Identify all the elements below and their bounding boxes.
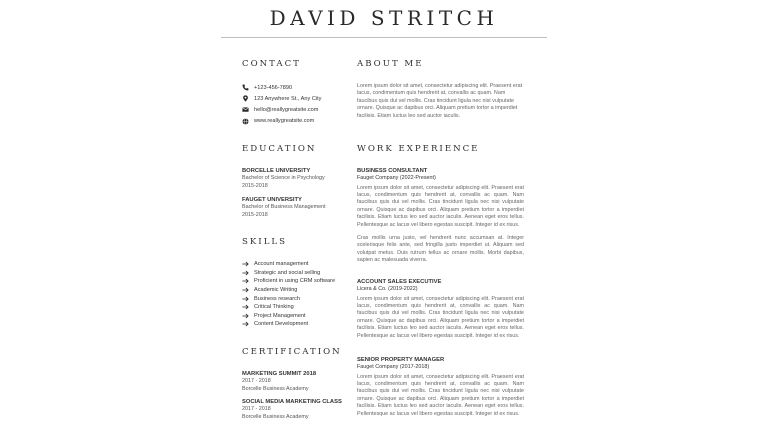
location-icon	[242, 94, 254, 103]
about-heading: ABOUT ME	[357, 59, 424, 69]
job-company: Fauget Company (2017-2018)	[357, 364, 430, 370]
email-icon	[242, 105, 254, 114]
skill-label: Business research	[254, 295, 301, 302]
certification-org: Borcelle Business Academy	[242, 413, 309, 420]
education-entry	[242, 167, 342, 190]
education-degree: Bachelor of Business Management	[242, 204, 326, 210]
contact-text: +123-456-7890	[254, 84, 293, 91]
contact-heading: CONTACT	[242, 59, 301, 69]
certification-entry	[242, 398, 352, 421]
skills-list	[242, 260, 352, 329]
certification-org: Borcelle Business Academy	[242, 385, 309, 392]
job-entry	[357, 356, 524, 418]
education-years: 2015-2018	[242, 182, 268, 189]
certification-years: 2017 - 2018	[242, 378, 271, 384]
about-section	[357, 83, 524, 120]
header-divider	[221, 37, 547, 38]
education-school: FAUGET UNIVERSITY	[242, 197, 302, 203]
job-entry	[357, 167, 524, 265]
resume-name: DAVID STRITCH	[269, 6, 499, 30]
job-description: Lorem ipsum dolor sit amet, consectetur adipiscing elit. Praesent erat lacus, condimentum quis hendrerit at, convallis ac quam. Nam faucibus quis dui vel mollis. Cras tincidunt ligula nec nisi vulputate ornare. Quisque ac dapibus orci. Aliquam pretium tortor a imperdiet facilisis. Etiam luctus leo sed auctor iaculis. Aenean eget eros tellus. Pellentesque ac lacus vel libero egestas suscipit. Integer id ex risus.	[357, 184, 524, 228]
job-description: Lorem ipsum dolor sit amet, consectetur adipiscing elit. Praesent erat lacus, condimentum quis hendrerit at, convallis ac quam. Nam faucibus quis dui vel mollis. Cras tincidunt ligula nec nisi vulputate ornare. Quisque ac dapibus orci. Aliquam pretium tortor a imperdiet facilisis. Etiam luctus leo sed auctor iaculis. Aenean eget eros tellus. Pellentesque ac lacus vel libero egestas suscipit. Integer id ex risus.	[357, 373, 524, 417]
job-title: BUSINESS CONSULTANT	[357, 168, 428, 174]
certification-years: 2017 - 2018	[242, 406, 271, 412]
about-text: Lorem ipsum dolor sit amet, consectetur adipiscing elit. Praesent erat lacus, condimentum quis hendrerit at, convallis ac quam. Nam faucibus quis dui vel mollis. Cras tincidunt ligula nec nisi vulputate ornare. Quisque ac dapibus orci. Aliquam pretium tortor a imperdiet facilisis. Etiam luctus leo sed auctor iaculis.	[357, 83, 523, 119]
phone-icon	[242, 83, 254, 92]
job-company: Fauget Company (2022-Present)	[357, 175, 436, 181]
contact-text[interactable]: hello@reallygreatsite.com	[254, 106, 319, 113]
skill-item	[242, 260, 352, 269]
education-degree: Bachelor of Science in Psychology	[242, 175, 325, 181]
job-title: SENIOR PROPERTY MANAGER	[357, 357, 445, 363]
skill-label: Account management	[254, 261, 309, 268]
work-heading: WORK EXPERIENCE	[357, 144, 480, 154]
skill-item	[242, 277, 352, 286]
globe-icon	[242, 117, 254, 126]
contact-text: 123 Anywhere St., Any City	[254, 95, 322, 102]
certification-heading: CERTIFICATION	[242, 347, 342, 357]
job-description: Cras mollis urna justo, vel hendrerit nunc accumsan at. Integer scelerisque felis ante, sed fringilla justo imperdiet ut. Aliquam sed volutpat metus. Duis rutrum tellus ac ornare mollis. Morbi dapibus, sapien ac malesuada viverra.	[357, 234, 524, 264]
contact-text[interactable]: www.reallygreatsite.com	[254, 118, 315, 125]
job-title: ACCOUNT SALES EXECUTIVE	[357, 279, 442, 285]
skill-item	[242, 320, 352, 329]
skill-label: Proficient in using CRM software	[254, 278, 336, 285]
certification-title: MARKETING SUMMIT 2018	[242, 371, 317, 377]
education-heading: EDUCATION	[242, 144, 317, 154]
skill-label: Content Development	[254, 321, 309, 328]
skill-item	[242, 303, 352, 312]
job-entry	[357, 278, 524, 340]
arrow-right-icon	[242, 320, 254, 329]
skills-heading: SKILLS	[242, 237, 288, 247]
education-school: BORCELLE UNIVERSITY	[242, 168, 311, 174]
certification-title: SOCIAL MEDIA MARKETING CLASS	[242, 399, 342, 405]
skill-label: Project Management	[254, 312, 306, 319]
skill-label: Critical Thinking	[254, 304, 294, 311]
skill-item	[242, 286, 352, 295]
certification-entry	[242, 370, 352, 393]
education-years: 2015-2018	[242, 211, 268, 218]
education-entry	[242, 196, 342, 219]
skill-item	[242, 269, 352, 278]
contact-email	[242, 104, 342, 115]
skill-label: Academic Writing	[254, 287, 298, 294]
job-description: Lorem ipsum dolor sit amet, consectetur adipiscing elit. Praesent erat lacus, condimentum quis hendrerit at, convallis ac quam. Nam faucibus quis dui vel mollis. Cras tincidunt ligula nec nisi vulputate ornare. Quisque ac dapibus orci. Aliquam pretium tortor a imperdiet facilisis. Etiam luctus leo sed auctor iaculis. Aenean eget eros tellus. Pellentesque ac lacus vel libero egestas suscipit. Integer id ex risus.	[357, 295, 524, 339]
contact-website	[242, 116, 342, 127]
skill-item	[242, 312, 352, 321]
contact-address	[242, 93, 342, 104]
contact-list	[242, 82, 342, 127]
job-company: Licera & Co. (2019-2022)	[357, 286, 418, 292]
skill-item	[242, 294, 352, 303]
skill-label: Strategic and social selling	[254, 269, 321, 276]
contact-phone	[242, 82, 342, 93]
